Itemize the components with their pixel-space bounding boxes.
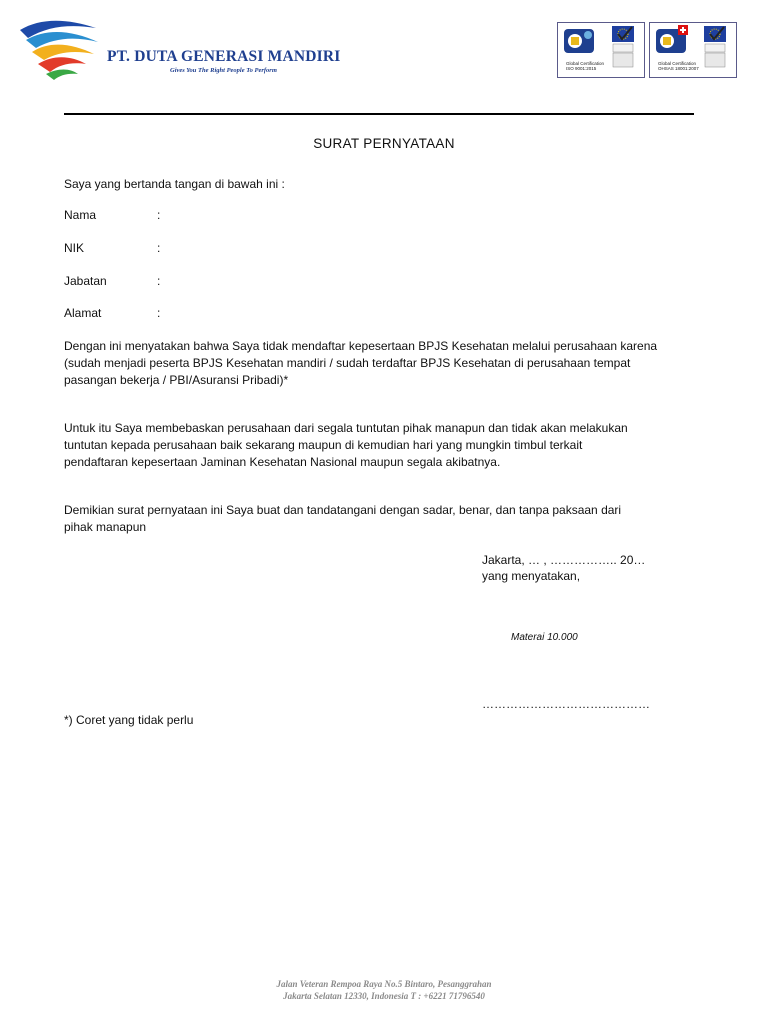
paragraph-line: pendaftaran kepesertaan Jaminan Kesehatan Nasional maupun segala akibatnya. bbox=[64, 455, 501, 469]
signer-label: yang menyatakan, bbox=[482, 569, 581, 583]
paragraph-line: Untuk itu Saya membebaskan perusahaan dari segala tuntutan pihak manapun dan tidak akan melakukan bbox=[64, 421, 628, 435]
field-colon: : bbox=[157, 241, 161, 255]
field-label-nik: NIK bbox=[64, 241, 85, 255]
statement-paragraph bbox=[64, 338, 657, 389]
paragraph-line: Dengan ini menyatakan bahwa Saya tidak mendaftar kepesertaan BPJS Kesehatan melalui perusahaan karena bbox=[64, 339, 658, 353]
closing-paragraph bbox=[64, 502, 621, 536]
ohsas-certification-badge bbox=[649, 22, 737, 78]
badge-caption-line2: ISO 9001:2015 bbox=[566, 66, 597, 71]
field-label-alamat: Alamat bbox=[64, 306, 102, 320]
wave-logo-icon bbox=[18, 18, 103, 82]
footnote: *) Coret yang tidak perlu bbox=[64, 713, 194, 727]
footer-address-line2: Jakarta Selatan 12330, Indonesia T : +6221 71796540 bbox=[283, 991, 485, 1001]
paragraph-line: (sudah menjadi peserta BPJS Kesehatan mandiri / sudah terdaftar BPJS Kesehatan di perusahaan tempat bbox=[64, 356, 631, 370]
footer-address-line1: Jalan Veteran Rempoa Raya No.5 Bintaro, Pesanggrahan bbox=[276, 979, 492, 989]
document-title: SURAT PERNYATAAN bbox=[313, 136, 455, 151]
header-divider bbox=[64, 113, 694, 115]
paragraph-line: pasangan bekerja / PBI/Asuransi Pribadi)* bbox=[64, 373, 289, 387]
iso-certification-badge bbox=[557, 22, 645, 78]
badge-caption-line2: OHSAS 18001:2007 bbox=[658, 66, 699, 71]
field-colon: : bbox=[157, 306, 161, 320]
badge-caption-line1: Global Certification bbox=[658, 61, 697, 66]
paragraph-line: tuntutan kepada perusahaan baik sekarang maupun di kemudian hari yang mungkin timbul terkait bbox=[64, 438, 583, 452]
company-name: PT. DUTA GENERASI MANDIRI bbox=[107, 48, 341, 65]
field-colon: : bbox=[157, 208, 161, 222]
place-date: Jakarta, … , …………….. 20… bbox=[482, 553, 646, 567]
paragraph-line: Demikian surat pernyataan ini Saya buat dan tandatangani dengan sadar, benar, dan tanpa paksaan dari bbox=[64, 503, 622, 517]
field-label-nama: Nama bbox=[64, 208, 97, 222]
paragraph-line: pihak manapun bbox=[64, 520, 147, 534]
intro-text: Saya yang bertanda tangan di bawah ini : bbox=[64, 177, 285, 191]
release-paragraph bbox=[64, 420, 628, 471]
signature-line: …………………………………… bbox=[482, 697, 650, 711]
badge-caption-line1: Global Certification bbox=[566, 61, 605, 66]
company-tagline: Gives You The Right People To Perform bbox=[170, 67, 277, 74]
field-label-jabatan: Jabatan bbox=[64, 274, 107, 288]
materai-stamp-label: Materai 10.000 bbox=[511, 632, 578, 643]
field-colon: : bbox=[157, 274, 161, 288]
